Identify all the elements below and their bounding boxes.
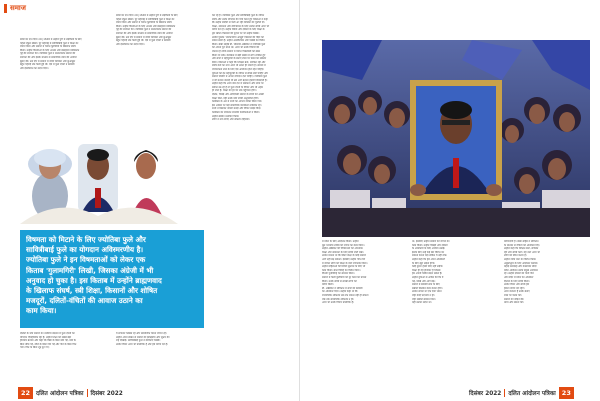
- body-text-line: प्रवेश आंदोलन उनके प्रमुख आंदोलन: [504, 268, 538, 272]
- body-text-line: किया जा सके। कार्यक्रम में बड़ी संख्या में लोग शामिल हुए: [212, 53, 266, 57]
- body-text-line: के अधिकारों के लिए आवाज उठाई।: [412, 247, 446, 251]
- body-text-line: रास्ते पर चलने की।: [504, 293, 522, 297]
- body-text-line: प्रेरणा मिली।: [322, 283, 334, 287]
- body-text-line: उन्होंने कहा कि हमें अपने अधिकारों: [412, 257, 445, 261]
- body-text-line: गया। वित्त के बिना शूद्र टूट गए।: [20, 346, 50, 350]
- body-text-line: सवाल उठ रहे हैं तो फुले दंपती के विचार और भी अहम: [212, 85, 263, 89]
- phule-ambedkar-illustration: [18, 136, 180, 224]
- body-text-line: शिक्षा, समानता और स्वाभिमान के लिए उनका संघर्ष आज भी: [212, 24, 270, 28]
- body-text-line: जहां सबको सम्मान मिले।: [412, 297, 436, 301]
- body-text-line: लोगों को प्रेरित करता है।: [504, 254, 527, 258]
- body-text-line: ने जो मशाल जलाई थी उसे आगे बढ़ाना हमारी जिम्मेदारी है।: [212, 78, 268, 82]
- right-col2: [412, 240, 496, 380]
- body-text-line: बुलंद की। उस दौर में समाज में जाति व्यवस्था और छुआछूत: [20, 59, 76, 63]
- body-text-line: को अपना गुरु माना था। आज भी उनके विचारों की: [212, 46, 260, 50]
- left-col2-top: [116, 14, 204, 134]
- body-text-line: कर रहे हैं। ज्योतिबा फुले और सावित्रीबाई फुले के जीवन: [212, 14, 265, 17]
- crowd-with-ambedkar-portrait: [322, 40, 590, 237]
- body-text-line: दिलाने के लिए संघर्ष किया।: [504, 279, 530, 283]
- body-text-line: हम अपनी स्थिति बदल सकते हैं।: [412, 272, 443, 276]
- body-text-line: उन्होंने महिलाओं की स्थिति सुधारने के लिए भी: [322, 265, 366, 269]
- right-col3: [504, 240, 590, 380]
- body-text-line: उनका सपना था एक ऐसा भारत: [412, 290, 442, 294]
- body-text-line: विधवा पुनर्विवाह का समर्थन किया।: [322, 272, 355, 276]
- body-text-line: युवाओं को इन महापुरुषों के जीवन से सीख लेनी चाहिए और: [212, 71, 268, 75]
- body-text-line: जब तक सामाजिक लोकतंत्र न हो।: [322, 297, 355, 301]
- pull-quote-line: ज्योतिबा फुले ने इन विषमताओं को लेकर एक: [26, 255, 146, 265]
- body-text-line: अछूतोद्धार के लिए आंदोलन चलाया।: [504, 261, 539, 265]
- body-text-line: जरूरत है ताकि समाज में व्याप्त गैरबराबरी को खत्म: [212, 49, 261, 53]
- body-text-line: संघर्ष और उनके योगदान की चर्चा करते हुए वक्ताओं ने कहा: [212, 17, 268, 21]
- body-text-line: शिक्षा मिले, यही उनके प्रति सच्ची श्रद्धांजलि होगी।: [212, 96, 259, 100]
- body-text-line: स्थापना की और इसके माध्यम से सामाजिक न्याय की आवाज: [116, 31, 173, 35]
- body-text-line: किया। बाबा साहेब डॉ. भीमराव अंबेडकर ने ज्योतिबा फुले: [212, 42, 266, 46]
- body-text-line: उन्होंने अपने लेखन से समाज को झकझोरा और सुधार की: [116, 335, 170, 339]
- page-number: 22: [18, 387, 33, 399]
- body-text-line: काम किया। उन्होंने पिछड़ों और दलितों: [412, 243, 448, 247]
- body-text-line: के लिए खुद लड़ना होगा।: [412, 261, 436, 265]
- pull-quote-line: मजदूरों, दलितों-वंचितों की आवाज उठाने का: [26, 296, 143, 306]
- body-text-line: रहो और संघर्ष करो। यह नारा आज भी: [504, 250, 540, 254]
- body-text-line: आगे नहीं बढ़ सकता। इसलिए उन्होंने गांव-गांव: [322, 257, 366, 261]
- page-number: 23: [559, 387, 574, 399]
- body-text-line: छात्रों का दान दिया। सन् 1848 में उन्होंने पुणे में लड़कियों के लिए: [20, 38, 82, 41]
- body-text-line: हमेशा प्रेरणा देते रहेंगे।: [504, 286, 525, 290]
- body-text-line: के माध्यम से वंचितों को अधिकार दिए।: [504, 243, 540, 247]
- body-text-line: काम किया। बाल विवाह का विरोध किया।: [322, 268, 361, 272]
- pull-quote-line: विषमता को मिटाने के लिए ज्योतिबा फुले और: [26, 235, 146, 244]
- body-text-line: मूल भारतीय शक्ति को जगाने का काम किया।: [322, 243, 365, 247]
- body-text-line: प्रचार किया और समाज में व्याप्त कुरीतियों के खिलाफ संघर्ष: [20, 45, 76, 49]
- left-col1-top: [20, 38, 108, 134]
- body-text-line: में जाकर लोगों को शिक्षा के प्रति जागरूक किया।: [322, 261, 368, 265]
- body-text-line: शिक्षा ही वह हथियार है जिससे: [412, 268, 441, 272]
- body-text-line: समाज निर्माण में अपना योगदान देना चाहिए। ज्योतिबा फुले: [212, 75, 267, 79]
- body-text-line: आज जरूरत है उनके बताए: [504, 290, 530, 294]
- body-text-line: वे लगातार लिखते रहे और सामाजिक चेतना जगाते रहे।: [116, 332, 167, 335]
- left-col2-bottom: [116, 332, 204, 380]
- body-text-line: और इंसानियत का संदेश दिया।: [116, 42, 145, 46]
- body-text-line: उन्होंने कहा कि आज जब देश में समानता और न्याय पर: [212, 82, 264, 86]
- body-text-line: समाज में फैली कुरीतियों को दूर करने का प्रयास: [322, 275, 367, 279]
- pull-quote-line: अनुवाद हो चुका है। इस किताब में उन्होंने ब्राह्मणवाद: [26, 275, 162, 285]
- body-text-line: न्याय और समता की।: [504, 301, 524, 305]
- body-text-line: पहला स्कूल खोला। पूरे महाराष्ट्र में सावित्रीबाई फुले ने शिक्षा का: [20, 41, 79, 45]
- body-text-line: और इंसानियत का संदेश दिया।: [20, 66, 49, 70]
- body-text-line: बहुत गहराई तक फैली हुई थी। ऐसे में फुले दंपती ने बराबरी: [116, 39, 171, 43]
- magazine-name: दलित आंदोलन पत्रिका: [508, 390, 556, 397]
- section-label: समाज: [10, 4, 26, 12]
- body-text-line: था, इसलिए उन्होंने समाज को जगाने का: [412, 240, 450, 243]
- body-text-line: कार्यक्रम का संचालन स्थानीय कार्यकर्ताओं ने किया।: [212, 111, 260, 115]
- body-text-line: योगदान ऐतिहासिक रहा है। उन्होंने शिक्षा को सबसे बड़ा: [20, 335, 72, 339]
- body-text-line: रहे। उन्होंने दलितों को पानी पीने: [504, 272, 534, 276]
- body-text-line: बिना नीति गई, नीति के बिना गति गई और गति के बिना वित्त: [20, 342, 77, 346]
- issue-date: दिसंबर 2022: [469, 390, 502, 397]
- body-text-line: उन्होंने युवाओं से अपील की कि वे: [412, 275, 444, 279]
- issue-date: दिसंबर 2022: [90, 390, 123, 397]
- body-text-line: सामना करना पड़ा लेकिन वे नहीं रुके।: [412, 254, 448, 258]
- pull-quote: [20, 230, 204, 328]
- body-text-line: यही उनका संदेश था।: [412, 301, 432, 305]
- section-header: [4, 3, 26, 14]
- body-text-line: उनकी पुस्तक 'शेतकऱ्यांचा आसूड' किसानों की पीड़ा को: [212, 35, 264, 39]
- body-text-line: किया। उन्होंने विधवाओं के लिए आश्रम और बालहत्या प्रतिबंधक: [20, 48, 80, 52]
- body-text-line: दलित, पिछड़े और आदिवासी समाज के बच्चों को अच्छी: [212, 93, 264, 97]
- body-text-line: सबको मिलकर काम करना होगा।: [412, 286, 443, 290]
- body-text-line: महाड़ सत्याग्रह और कालाराम मंदिर: [504, 265, 537, 269]
- body-text-line: में प्रवेश के लिए आंदोलन किया। उन्होंने: [322, 240, 359, 243]
- body-text-line: स्थापना की और इसके माध्यम से सामाजिक न्याय की आवाज: [20, 55, 77, 59]
- body-text-line: उनके विचार आज भी प्रासंगिक हैं और हमें प्रेरणा देते हैं।: [116, 342, 169, 346]
- right-col1: [322, 240, 406, 380]
- body-text-line: इस अवसर पर कई सामाजिक कार्यकर्ता उपस्थित रहे।: [212, 103, 262, 107]
- body-text-line: राजनीतिक लोकतंत्र तब तक सफल नहीं हो सकता: [322, 293, 369, 297]
- body-text-line: किया। उनके संघर्ष से लाखों लोगों को: [322, 279, 357, 283]
- body-text-line: द्वार खोले। किसानों की दुर्दशा पर भी उन्होंने लिखा।: [212, 31, 260, 35]
- rally-photo: [322, 40, 590, 237]
- left-col1-bottom: [20, 332, 108, 380]
- body-text-line: उनके विचार और संघर्ष हमें: [504, 283, 530, 287]
- body-text-line: इसके लिए उन्हें कई बार विरोध का: [412, 250, 444, 254]
- body-text-line: प्रेरणादायी है। बाबा साहेब ने संविधान: [504, 240, 539, 243]
- body-text-line: का अधिकार दिया। उन्होंने कहा था कि: [322, 290, 358, 294]
- body-text-line: छात्रों का दान दिया। सन् 1848 में उन्होंने पुणे में लड़कियों के लिए: [116, 14, 178, 17]
- body-text-line: बुलंद की। उस दौर में समाज में जाति व्यवस्था और छुआछूत: [116, 35, 172, 39]
- body-text-line: बहुत गहराई तक फैली हुई थी। ऐसे में फुले दंपती ने बराबरी: [20, 63, 75, 67]
- body-text-line: किया। उन्होंने विधवाओं के लिए आश्रम और बालहत्या प्रतिबंधक: [116, 24, 176, 28]
- body-text-line: उन्होंने जाति प्रथा का विरोध किया।: [504, 257, 537, 261]
- body-text-line: प्रेरणा देता है। उन्होंने स्त्रियों और दलितों के लिए शिक्षा के: [212, 28, 265, 32]
- body-text-line: हथियार बताया और कहा कि विद्या के बिना मति गई, मति के: [20, 339, 76, 343]
- body-text-line: गृह की स्थापना की। ज्योतिबा फुले ने सत्यशोधक समाज की: [20, 52, 76, 56]
- left-col3: [212, 14, 290, 382]
- body-text-line: लोगों ने नारे लगाए और संकल्प दोहराया।: [212, 118, 250, 122]
- body-text-line: कि उन्होंने सदियों से चली आ रही व्यवस्था को चुनौती दी।: [212, 21, 265, 25]
- body-text-line: गृह की स्थापना की। ज्योतिबा फुले ने सत्यशोधक समाज की: [116, 28, 172, 32]
- body-text-line: उन्होंने अंबेडकर की विचारधारा को अपनाया।: [322, 247, 364, 251]
- body-text-line: जागरूकता लाने के लिए ऐसे आयोजन होते रहने चाहिए।: [212, 67, 265, 71]
- body-text-line: हो जाते हैं। शिक्षा को हर घर तक पहुंचाना होगा।: [212, 89, 257, 93]
- pull-quote-line: काम किया।: [26, 306, 57, 316]
- body-text-line: समाज में बराबरी लाने के लिए: [412, 283, 440, 287]
- pull-quote-line: सावित्रीबाई फुले का योगदान अविस्मरणीय है।: [26, 245, 144, 255]
- body-text-line: कार्यक्रम के अंत में सभी का आभार व्यक्त किया गया।: [212, 100, 262, 104]
- body-text-line: शिक्षा और समानता के लिए संघर्ष जारी रखा।: [322, 250, 364, 254]
- pull-quote-line: किताब 'गुलामगिरी' लिखी, जिसका अंग्रेजी में भी: [26, 265, 154, 275]
- body-text-line: सभी ने मिलकर जयंती मनाई और विचार साझा किए।: [212, 107, 262, 111]
- body-text-line: संघर्ष करो का नारा आज भी उतना ही जरूरी है। समाज में: [212, 64, 266, 68]
- body-text-line: उन्होंने कहा कि शिक्षित बनो, संगठित: [504, 247, 539, 251]
- magazine-name: दलित आंदोलन पत्रिका: [36, 390, 84, 397]
- body-text-line: डॉ. अंबेडकर ने संविधान में सभी को बराबरी: [322, 286, 363, 290]
- body-text-line: उन्होंने सबका धन्यवाद किया।: [212, 114, 240, 118]
- body-text-line: पहला स्कूल खोला। पूरे महाराष्ट्र में सावित्रीबाई फुले ने शिक्षा का: [116, 17, 175, 21]
- pull-quote-line: के खिलाफ संघर्ष, स्त्री शिक्षा, किसानों और शोषित: [26, 286, 158, 296]
- body-text-line: लिया। वक्ताओं ने कहा कि शिक्षित बनो, संगठित रहो और: [212, 60, 266, 64]
- body-text-line: पढ़ें, लिखें और आगे बढ़ें।: [412, 279, 436, 283]
- body-text-line: आज भी उनके विचार प्रासंगिक हैं।: [322, 301, 354, 305]
- body-text-line: जहां कोई भेदभाव न हो।: [412, 293, 435, 297]
- body-text-line: प्रचार किया और समाज में व्याप्त कुरीतियों के खिलाफ संघर्ष: [116, 21, 172, 25]
- body-text-line: समाज को जोड़ने की।: [504, 297, 525, 301]
- body-text-line: राह दिखाई। सावित्रीबाई फुले ने कविताएं लिखीं।: [116, 339, 161, 343]
- body-text-line: कोई दूसरा हमारे लिए नहीं लड़ेगा।: [412, 265, 444, 269]
- body-text-line: और मंदिर में प्रवेश का अधिकार: [504, 275, 534, 279]
- body-text-line: सामने लाती है। उन्होंने अंधविश्वास और पाखंड का विरोध: [212, 39, 265, 43]
- body-text-line: उनका मानना था कि बिना शिक्षा के कोई समाज: [322, 254, 366, 258]
- body-text-line: और सभी ने महापुरुषों के बताए रास्ते पर चलने का संकल्प: [212, 57, 267, 61]
- body-text-line: दलितों के प्रति समाज का नजरिया बदलने में फुले दंपती का: [20, 332, 75, 335]
- left-footer: [18, 384, 126, 401]
- right-footer: [466, 384, 574, 401]
- section-marker: [4, 4, 7, 13]
- portraits-illustration: [18, 136, 180, 224]
